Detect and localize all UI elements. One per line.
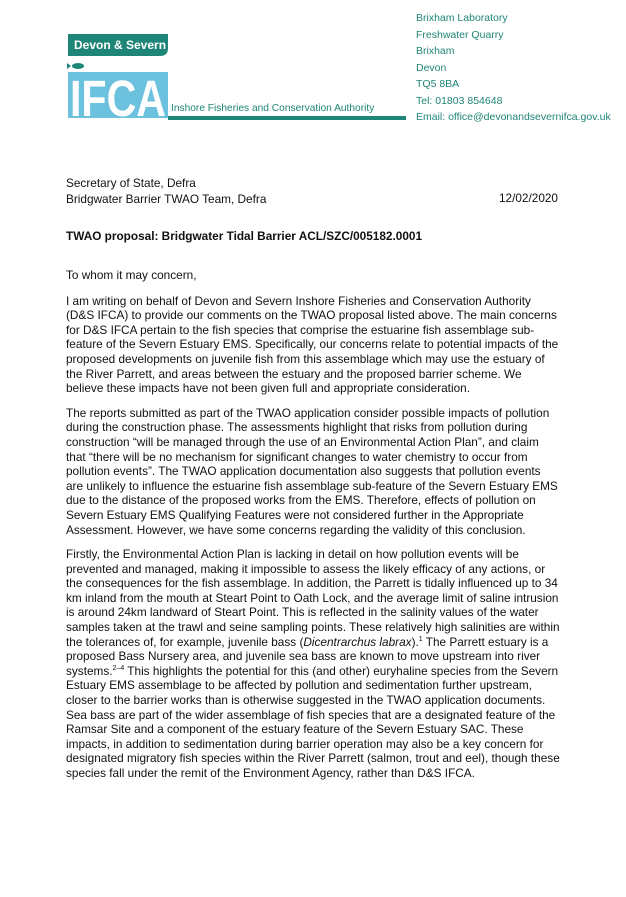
logo-top-text: Devon & Severn <box>74 38 167 52</box>
letter-body <box>66 268 560 791</box>
address-line: Devon <box>416 61 447 74</box>
paragraph-text: ). <box>411 634 419 649</box>
ifca-logo-graphic <box>66 34 406 124</box>
fish-icon <box>67 63 84 69</box>
subject-title: TWAO proposal: Bridgwater Tidal Barrier <box>66 229 296 243</box>
address-line: Freshwater Quarry <box>416 28 504 41</box>
logo-main-text: IFCA <box>70 70 166 124</box>
address-line: Brixham <box>416 45 455 57</box>
species-name: Dicentrarchus labrax <box>303 634 412 649</box>
subject-reference: ACL/SZC/005182.0001 <box>298 229 422 243</box>
paragraph-text: The Parrett estuary is a proposed Bass Nursery area, and juvenile sea bass are known to move upstream into river systems. <box>66 634 549 678</box>
paragraph-text: Firstly, the Environmental Action Plan is lacking in detail on how pollution events will be prevented and managed, making it impossible to assess the likely efficacy of any actions, or the consequences for the fish assemblage. In addition, the Parrett is tidally influenced up to 34 km inland from the mouth at Steart Point to Oath Lock, and the average limit of saline intrusion is around 24km landward of Steart Point. This is reflected in the salinity values of the water samples taken at the trawl and seine sampling points. These relatively high salinities are within the tolerances of, for example, juvenile bass ( <box>66 547 560 649</box>
address-line: TQ5 8BA <box>416 78 460 90</box>
subject-line <box>66 229 422 243</box>
address-line: Brixham Laboratory <box>416 12 508 24</box>
paragraph-pollution: The reports submitted as part of the TWAO application consider possible impacts of pollution during the construction phase. The assessments highlight that risks from pollution during construction “will be managed through the use of an Environmental Action Plan”, and claim that “there will be no mechanism for significant changes to water chemistry to occur from pollution events”. The TWAO application documentation also suggests that pollution events are unlikely to influence the estuarine fish assemblage sub-feature of the Severn Estuary EMS due to the distance of the proposed works from the EMS. Therefore, effects of pollution on Severn Estuary EMS Qualifying Features were not considered further in the Appropriate Assessment. However, we have some concerns regarding the validity of this conclusion. <box>66 405 558 537</box>
logo-tagline: Inshore Fisheries and Conservation Authority <box>171 103 375 114</box>
footnote-ref[interactable]: 2–4 <box>112 664 125 672</box>
sender-address <box>416 10 611 126</box>
devon-severn-ifca-logo <box>66 34 406 124</box>
paragraph-action-plan <box>66 547 560 781</box>
recipient-block <box>66 176 266 207</box>
paragraph-text: This highlights the potential for this (and other) euryhaline species from the Severn Estuary EMS assemblage to be affected by pollution and sedimentation further upstream, closer to the barrier works than is otherwise suggested in the TWAO application documents. Sea bass are part of the wider assemblage of fish species that are a designated feature of the Ramsar Site and a component of the estuary feature of the Severn Estuary SAC. These impacts, in addition to sedimentation during barrier operation may also be a key concern for designated migratory fish species within the River Parrett (salmon, trout and eel), though these species fall under the remit of the Environment Agency, rather than D&S IFCA. <box>66 663 560 780</box>
address-email[interactable]: Email: office@devonandsevernifca.gov.uk <box>416 111 611 123</box>
recipient-line: Secretary of State, Defra <box>66 176 196 190</box>
salutation: To whom it may concern, <box>66 268 197 282</box>
address-phone: Tel: 01803 854648 <box>416 94 503 107</box>
letter-date: 12/02/2020 <box>498 191 558 205</box>
paragraph-intro: I am writing on behalf of Devon and Severn Inshore Fisheries and Conservation Authority (D&S IFCA) to provide our comments on the TWAO proposal listed above. The main concerns for D&S IFCA pertain to the fish species that comprise the estuarine fish assemblage sub-feature of the Severn Estuary EMS. Specifically, our concerns relate to potential impacts of the proposed developments on juvenile fish from this assemblage which may use the estuary of the River Parrett, and areas between the estuary and the proposed barrier scheme. We believe these impacts have not been given full and appropriate consideration. <box>66 293 559 396</box>
footnote-ref[interactable]: 1 <box>418 635 423 643</box>
recipient-line: Bridgwater Barrier TWAO Team, Defra <box>66 191 267 206</box>
